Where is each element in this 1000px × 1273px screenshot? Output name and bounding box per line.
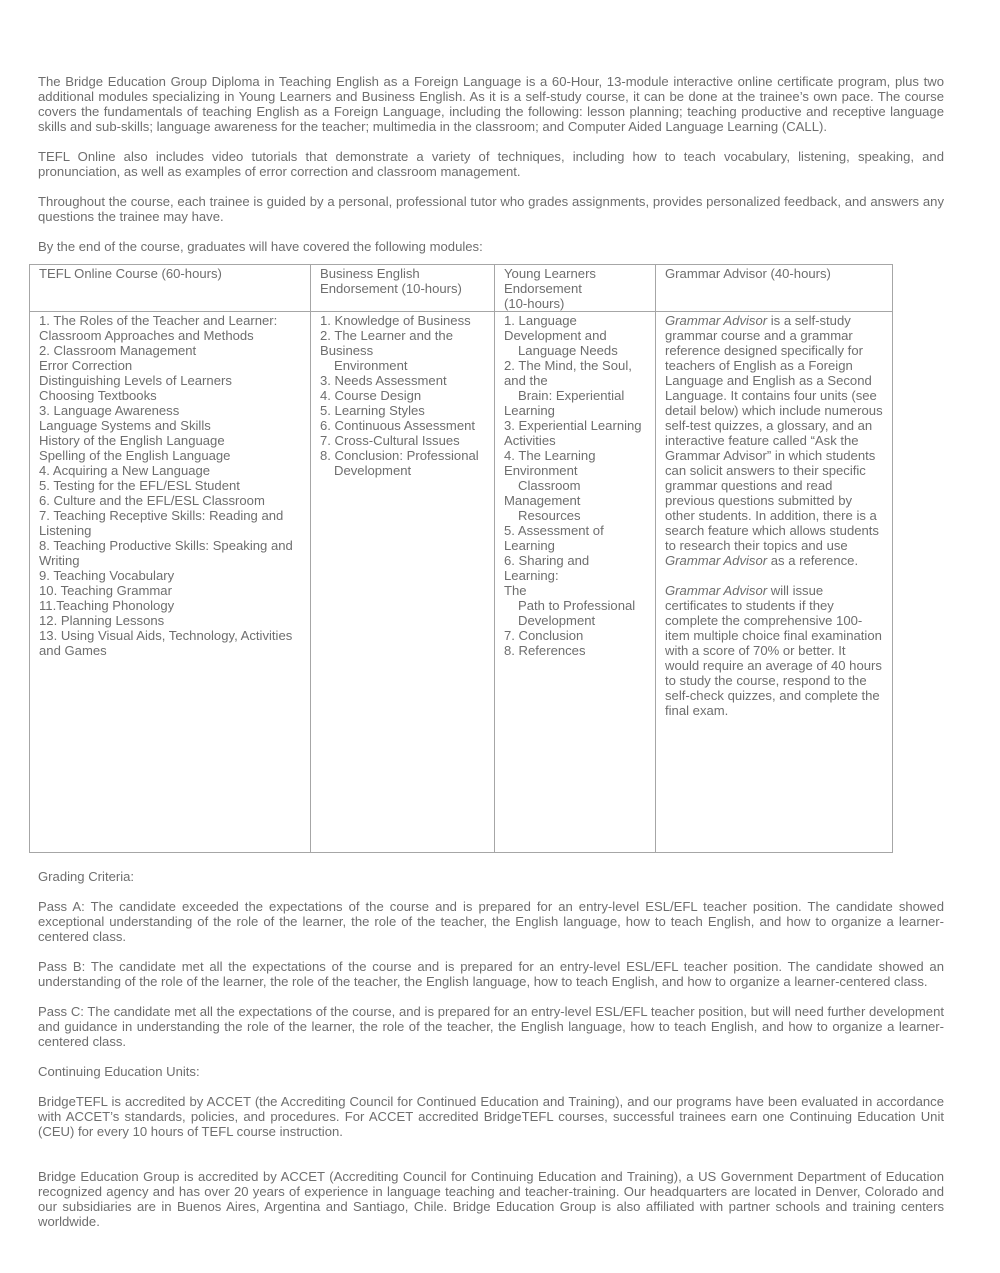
tefl-module: 6. Culture and the EFL/ESL Classroom [39, 493, 265, 508]
young-module-continued: Classroom [518, 478, 581, 493]
tefl-module: 13. Using Visual Aids, Technology, Activities and Games [39, 628, 293, 658]
young-module: 7. Conclusion [504, 628, 584, 643]
grammar-advisor-title: Grammar Advisor [665, 313, 768, 328]
young-module-continued: Language Needs [518, 343, 618, 358]
grammar-advisor-certificates: Grammar Advisor will issue certificates to students if they complete the comprehensive 100-item multiple choice final examination with a score of 70% or better. It would require an average of 40 hours to study the course, respond to the self-check quizzes, and complete the final exam. [665, 583, 882, 718]
young-module-continued: Management [504, 493, 581, 508]
business-module: 7. Cross-Cultural Issues [320, 433, 460, 448]
business-module: 8. Conclusion: Professional [320, 448, 479, 463]
intro-paragraph-1: The Bridge Education Group Diploma in Teaching English as a Foreign Language is a 60-Hour, 13-module interactive online certificate program, plus two additional modules specializing in Young Learners and Business English. As it is a self-study course, it can be done at the trainee’s own pace. The course covers the fundamentals of teaching English as a Foreign Language, including the following: lesson planning; teaching productive and receptive language skills and sub-skills; language awareness for the teacher; multimedia in the classroom; and Computer Aided Language Learning (CALL). [38, 74, 944, 134]
business-module-continued: Development [334, 463, 412, 478]
young-module-continued: Path to Professional Development [518, 598, 636, 628]
intro-section [38, 74, 944, 254]
ceu-text: BridgeTEFL is accredited by ACCET (the Accrediting Council for Continued Education and Training), and our programs have been evaluated in accordance with ACCET’s standards, policies, and procedures. For ACCET accredited BridgeTEFL courses, successful trainees earn one Continuing Education Unit (CEU) for every 10 hours of TEFL course instruction. [38, 1094, 944, 1139]
table-body-row [30, 312, 893, 853]
tefl-module: 11.Teaching Phonology [39, 598, 175, 613]
business-module: 5. Learning Styles [320, 403, 425, 418]
business-module: 1. Knowledge of Business [320, 313, 471, 328]
tefl-module: 8. Teaching Productive Skills: Speaking and Writing [39, 538, 293, 568]
young-module: 4. The Learning Environment [504, 448, 596, 478]
grading-heading: Grading Criteria: [38, 869, 135, 884]
tefl-module: 4. Acquiring a New Language [39, 463, 211, 478]
young-module: 3. Experiential Learning Activities [504, 418, 642, 448]
header-tefl: TEFL Online Course (60-hours) [30, 265, 311, 312]
tefl-module: 12. Planning Lessons [39, 613, 165, 628]
business-module: 2. The Learner and the Business [320, 328, 453, 358]
tefl-module: 1. The Roles of the Teacher and Learner: Classroom Approaches and Methods [39, 313, 278, 343]
grammar-advisor-description: Grammar Advisor is a self-study grammar course and a grammar reference designed specifically for teachers of English as a Foreign Language and English as a Second Language. It contains four units (see detail below) which include numerous self-test quizzes, a glossary, and an interactive feature called “Ask the Grammar Advisor” in which students can solicit answers to their specific grammar questions and read previous questions submitted by other students. In addition, there is a search feature which allows students to research their topics and use Grammar Advisor as a reference. [665, 313, 883, 568]
grammar-advisor-cell [656, 312, 893, 853]
young-module: 6. Sharing and Learning: The [504, 553, 590, 598]
young-module-continued: Resources [518, 508, 581, 523]
young-module: 2. The Mind, the Soul, and the [504, 358, 632, 388]
business-modules-cell [311, 312, 495, 853]
pass-b-criteria: Pass B: The candidate met all the expectations of the course and is prepared for an entry-level ESL/EFL teacher position. The candidate showed an understanding of the role of the learner, the role of the teacher, the English language, how to teach English, and how to organize a learner-centered class. [38, 959, 944, 989]
about-bridge-paragraph: Bridge Education Group is accredited by ACCET (Accrediting Council for Continuing Education and Training), a US Government Department of Education recognized agency and has over 20 years of experience in language teaching and teacher-training. Our headquarters are located in Denver, Colorado and our subsidiaries are in Buenos Aires, Argentina and Santiago, Chile. Bridge Education Group is also affiliated with partner schools and training centers worldwide. [38, 1169, 944, 1229]
intro-paragraph-2: TEFL Online also includes video tutorials that demonstrate a variety of techniques, including how to teach vocabulary, listening, speaking, and pronunciation, as well as examples of error correction and classroom management. [38, 149, 944, 179]
young-learners-modules-cell [495, 312, 656, 853]
tefl-module: 3. Language Awareness Language Systems and Skills History of the English Language Spelling of the English Language [39, 403, 231, 463]
young-module-continued: Learning [504, 403, 555, 418]
young-module-continued: Brain: Experiential [518, 388, 625, 403]
table-header-row [30, 265, 893, 312]
intro-paragraph-3: Throughout the course, each trainee is guided by a personal, professional tutor who grades assignments, provides personalized feedback, and answers any questions the trainee may have. [38, 194, 944, 224]
tefl-module: 2. Classroom Management Error Correction Distinguishing Levels of Learners Choosing Textbooks [39, 343, 232, 403]
tefl-module: 9. Teaching Vocabulary [39, 568, 175, 583]
young-module: 1. Language Development and [504, 313, 607, 343]
business-module: 4. Course Design [320, 388, 422, 403]
tefl-modules-cell [30, 312, 311, 853]
header-grammar-advisor: Grammar Advisor (40-hours) [656, 265, 893, 312]
tefl-module: 7. Teaching Receptive Skills: Reading and Listening [39, 508, 284, 538]
header-young-learners: Young Learners Endorsement (10-hours) [495, 265, 656, 312]
pass-a-criteria: Pass A: The candidate exceeded the expectations of the course and is prepared for an entry-level ESL/EFL teacher position. The candidate showed exceptional understanding of the role of the learner, the role of the teacher, the English language, how to teach English, and how to organize a learner-centered class. [38, 899, 944, 944]
tefl-module: 5. Testing for the EFL/ESL Student [39, 478, 240, 493]
modules-table [29, 264, 893, 853]
pass-c-criteria: Pass C: The candidate met all the expectations of the course, and is prepared for an entry-level ESL/EFL teacher position, but will need further development and guidance in understanding the role of the learner, the role of the teacher, the English language, how to teach English, and how to organize a learner-centered class. [38, 1004, 944, 1049]
modules-lead-in: By the end of the course, graduates will have covered the following modules: [38, 239, 483, 254]
tefl-module: 10. Teaching Grammar [39, 583, 172, 598]
business-module-continued: Environment [334, 358, 408, 373]
business-module: 3. Needs Assessment [320, 373, 447, 388]
header-business: Business English Endorsement (10-hours) [311, 265, 495, 312]
young-module: 5. Assessment of Learning [504, 523, 604, 553]
business-module: 6. Continuous Assessment [320, 418, 476, 433]
grading-and-accreditation [38, 869, 944, 1229]
young-module: 8. References [504, 643, 586, 658]
ceu-heading: Continuing Education Units: [38, 1064, 200, 1079]
